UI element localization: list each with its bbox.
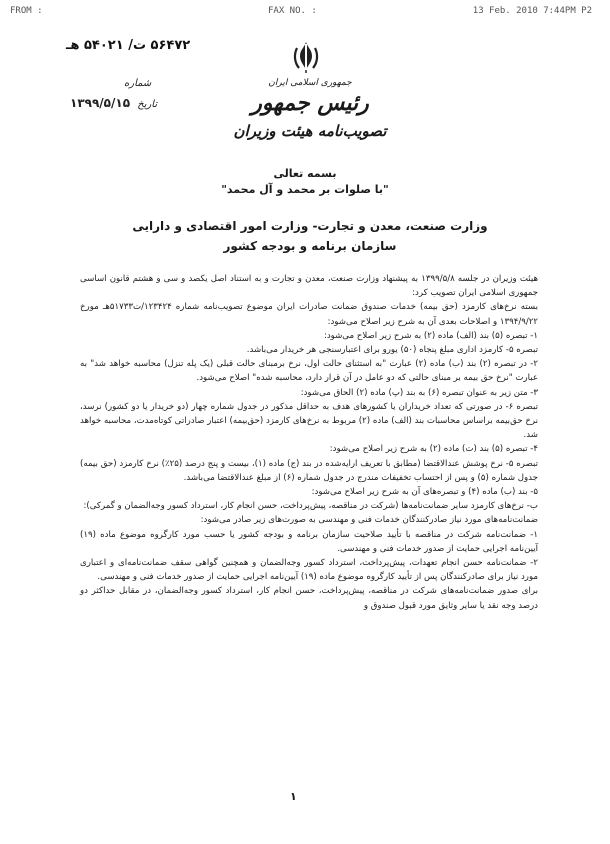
body-paragraph: ب- نرخ‌های کارمزد سایر ضمانت‌نامه‌ها (شرکت در مناقصه، پیش‌پرداخت، حسن انجام کار، استرداد کسور وجه‌الضمان و گمرکی): bbox=[83, 501, 538, 512]
body-paragraph: ۴- تبصره (۵) بند (ت) ماده (۲) به شرح زیر اصلاح می‌شود: bbox=[329, 444, 538, 455]
fax-number-label: FAX NO. : bbox=[268, 6, 317, 16]
body-paragraph: ۵- بند (ب) ماده (۴) و تبصره‌های آن به شرح زیر اصلاح می‌شود: bbox=[311, 487, 538, 498]
cabinet-resolution-title: تصویب‌نامه هیئت وزیران bbox=[233, 122, 387, 140]
invocation-line-2: "با صلوات بر محمد و آل محمد" bbox=[221, 183, 389, 196]
reference-number: ۵۶۴۷۲ ت/ ۵۴۰۲۱ هـ bbox=[66, 38, 191, 53]
president-title: رئیس جمهور bbox=[251, 90, 369, 116]
fax-from-label: FROM : bbox=[10, 6, 43, 16]
recipients-line-2: سازمان برنامه و بودجه کشور bbox=[223, 239, 397, 253]
body-paragraph: ۳- متن زیر به عنوان تبصره (۶) به بند (پ) ماده (۲) الحاق می‌شود: bbox=[300, 387, 538, 398]
resolution-body bbox=[80, 272, 538, 613]
number-field bbox=[120, 78, 151, 89]
page-number: ۱ bbox=[290, 790, 297, 803]
body-paragraph: ۲- در تبصره (۲) بند (ب) ماده (۲) عبارت "به استثنای حالت اول، نرخ برمبنای حالت قبلی (یک پله تنزل) محاسبه خواهد شد" به عبارت "نرخ حق بیمه بر مبنای حالتی که دو عامل در آن قرار دارد، محاسبه شده" اصلاح می‌شود. bbox=[80, 359, 538, 384]
date-label: تاریخ bbox=[137, 99, 158, 110]
republic-title: جمهوری اسلامی ایران bbox=[268, 78, 352, 88]
iran-emblem-icon bbox=[291, 40, 321, 74]
body-paragraph: ۱- ضمانت‌نامه شرکت در مناقصه با تأیید صلاحیت سازمان برنامه و بودجه کشور یا حسب مورد کارگروه موضوع ماده (۱۹) آیین‌نامه اجرایی حمایت از صدور خدمات فنی و مهندسی. bbox=[80, 529, 538, 554]
body-paragraph: تبصره ۵- نرخ پوشش عندالاقتضا (مطابق با تعریف ارایه‌شده در بند (ج) ماده (۱)، بیست و پنج درصد (۲۵٪) نرخ کارمزد (حق بیمه) جدول شماره (۵) و پس از احتساب تخفیفات مندرج در جدول شماره (۶) از مبلغ عندالاقتضا می‌باشد. bbox=[80, 458, 538, 483]
body-paragraph: ۱- تبصره (۵) بند (الف) ماده (۲) به شرح زیر اصلاح می‌شود: bbox=[323, 330, 538, 341]
fax-date-time: 13 Feb. 2010 7:44PM P2 bbox=[472, 6, 592, 16]
body-paragraph: ۲- ضمانت‌نامه حسن انجام تعهدات، پیش‌پرداخت، استرداد کسور وجه‌الضمان و همچنین گواهی سقف ضمانت‌نامه‌ای و اعتباری مورد نیاز برای صادرکنندگان پس از تأیید کارگروه موضوع ماده (۱۹) آیین‌نامه اجرایی حمایت از صدور خدمات فنی و مهندسی. bbox=[80, 558, 538, 583]
body-paragraph: ضمانت‌نامه‌های مورد نیاز صادرکنندگان خدمات فنی و مهندسی به صورت‌های زیر صادر می‌شود: bbox=[200, 515, 538, 526]
body-paragraph: تبصره ۶- در صورتی که تعداد خریداران یا کشورهای هدف به حداقل مذکور در جدول شماره چهار (دو خریدار یا دو کشور) نرسد، نرخ حق‌بیمه براساس محاسبات بند (الف) ماده (۲) مربوط به نرخ‌های کارمزد (حق‌بیمه) اعتبار صادراتی کوتاه‌مدت، محاسبه خواهد شد. bbox=[80, 401, 538, 441]
fax-header bbox=[0, 6, 610, 20]
body-paragraph: تبصره ۵- کارمزد اداری مبلغ پنجاه (۵۰) یورو برای اعتبارسنجی هر خریدار می‌باشد. bbox=[246, 345, 538, 356]
invocation-line-1: بسمه تعالی bbox=[273, 167, 337, 180]
body-paragraph: برای صدور ضمانت‌نامه‌های شرکت در مناقصه، پیش‌پرداخت، حسن انجام کار، استرداد کسور وجه‌الضمان، در مقابل حداکثر دو درصد وجه نقد یا سایر وثایق مورد قبول صندوق و bbox=[80, 586, 538, 611]
date-field bbox=[70, 96, 157, 110]
recipients bbox=[120, 216, 500, 256]
body-paragraph: هیئت وزیران در جلسه ۱۳۹۹/۵/۸ به پیشنهاد وزارت صنعت، معدن و تجارت و به استناد اصل یکصد و سی و هشتم قانون اساسی جمهوری اسلامی ایران تصویب کرد: bbox=[80, 274, 539, 299]
letterhead bbox=[210, 78, 410, 140]
invocation bbox=[150, 166, 460, 198]
number-label: شماره bbox=[124, 78, 152, 89]
recipients-line-1: وزارت صنعت، معدن و تجارت- وزارت امور اقتصادی و دارایی bbox=[132, 219, 488, 233]
date-value: ۱۳۹۹/۵/۱۵ bbox=[70, 96, 131, 110]
body-paragraph: بسته نرخ‌های کارمزد (حق بیمه) خدمات صندوق ضمانت صادرات ایران موضوع تصویب‌نامه شماره ۱۲۳۴۲۴/ت۵۱۷۳۳هـ مورخ ۱۳۹۴/۹/۲۲ و اصلاحات بعدی آن به شرح زیر اصلاح می‌شود: bbox=[80, 302, 538, 327]
